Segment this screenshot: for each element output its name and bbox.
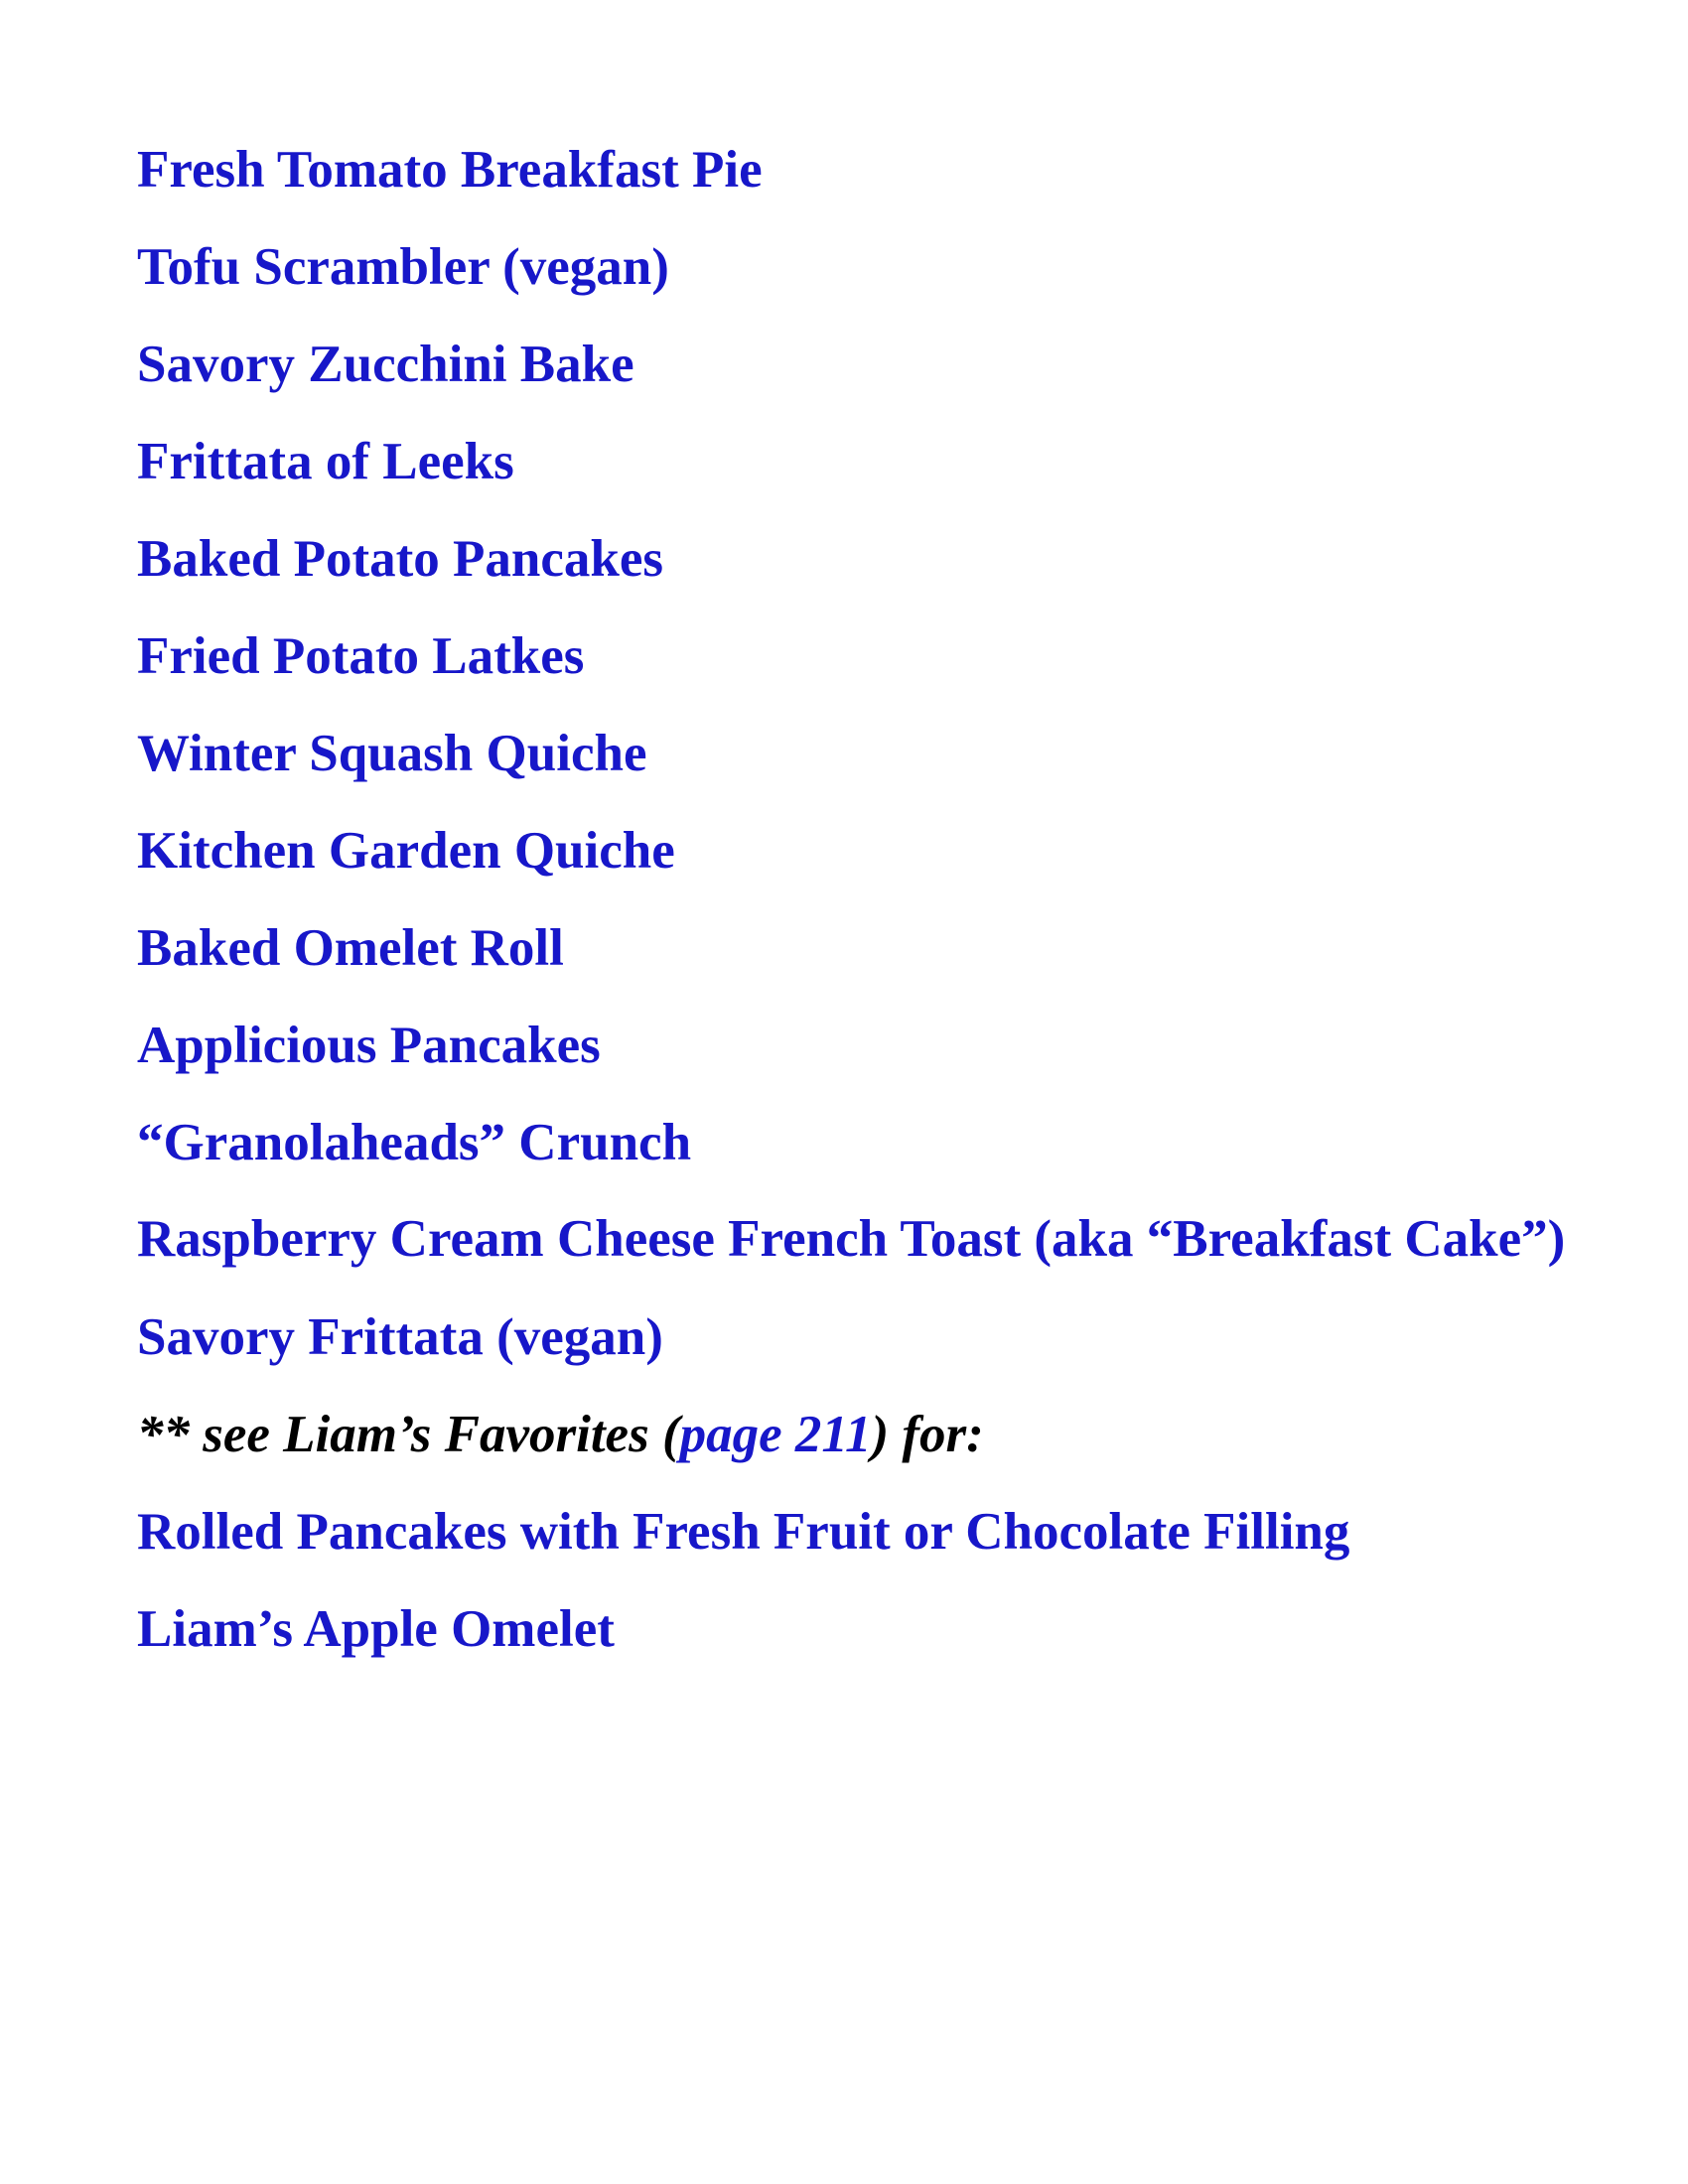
- recipe-link[interactable]: Tofu Scrambler (vegan): [137, 238, 669, 296]
- list-item: [137, 1205, 1567, 1273]
- list-item: [137, 621, 1567, 691]
- recipe-link[interactable]: Rolled Pancakes with Fresh Fruit or Chocolate Filling: [137, 1503, 1350, 1561]
- recipe-link[interactable]: Kitchen Garden Quiche: [137, 822, 675, 880]
- list-item: [137, 330, 1567, 399]
- page-reference-link[interactable]: page 211: [679, 1406, 872, 1463]
- recipe-link[interactable]: Savory Zucchini Bake: [137, 336, 634, 393]
- recipe-link[interactable]: Raspberry Cream Cheese French Toast (aka “Breakfast Cake”): [137, 1210, 1566, 1268]
- recipe-link[interactable]: Liam’s Apple Omelet: [137, 1600, 615, 1658]
- recipe-link[interactable]: Savory Frittata (vegan): [137, 1308, 663, 1366]
- cross-reference-note: [137, 1400, 1567, 1469]
- recipe-link[interactable]: Baked Omelet Roll: [137, 919, 564, 977]
- recipe-link[interactable]: Frittata of Leeks: [137, 433, 514, 490]
- list-item: [137, 1594, 1567, 1664]
- note-suffix: ) for:: [871, 1406, 984, 1463]
- recipe-link[interactable]: Winter Squash Quiche: [137, 725, 647, 782]
- recipe-link[interactable]: Applicious Pancakes: [137, 1017, 601, 1074]
- list-item: [137, 232, 1567, 302]
- list-item: [137, 1108, 1567, 1177]
- list-item: [137, 719, 1567, 788]
- list-item: [137, 913, 1567, 983]
- list-item: [137, 1302, 1567, 1372]
- recipe-link[interactable]: “Granolaheads” Crunch: [137, 1114, 692, 1171]
- recipe-link[interactable]: Fried Potato Latkes: [137, 627, 585, 685]
- note-prefix: ** see Liam’s Favorites (: [137, 1406, 680, 1463]
- recipe-list: [137, 135, 1567, 1692]
- list-item: [137, 1497, 1567, 1567]
- list-item: [137, 1011, 1567, 1080]
- recipe-link[interactable]: Baked Potato Pancakes: [137, 530, 663, 588]
- list-item: [137, 816, 1567, 886]
- list-item: [137, 524, 1567, 594]
- list-item: [137, 427, 1567, 496]
- recipe-link[interactable]: Fresh Tomato Breakfast Pie: [137, 141, 763, 199]
- list-item: [137, 135, 1567, 205]
